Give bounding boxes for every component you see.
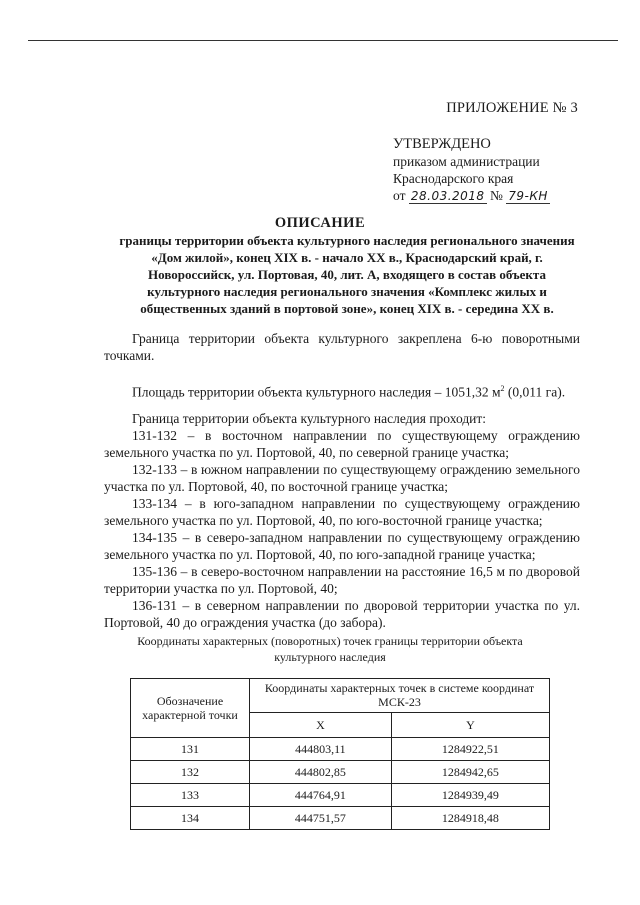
header-point-name: Обозначение характерной точки [131,679,250,738]
segment-item: 136-131 – в северном направлении по дворовой территории участка по ул. Портовой, 40 до ограждения участка (до забора). [104,598,580,630]
point-cell: 134 [131,807,250,830]
paragraph-boundary-intro: Граница территории объекта культурного наследия проходит: [132,411,487,426]
y-cell: 1284922,51 [391,738,549,761]
x-cell: 444751,57 [250,807,392,830]
scan-top-border [28,40,618,41]
approved-from-label: от [393,188,406,203]
table-row [131,761,550,784]
segment-item: 133-134 – в юго-западном направлении по существующему ограждению земельного участка по ул. Портовой, 40, по юго-восточной границе участка; [104,496,580,528]
header-x: X [250,712,392,737]
approved-number-label: № [489,188,503,203]
point-cell: 131 [131,738,250,761]
y-cell: 1284918,48 [391,807,549,830]
table-row [131,784,550,807]
header-coordinate-system: Координаты характерных точек в системе координат МСК-23 [250,679,550,713]
approved-line-date [393,187,593,205]
y-cell: 1284939,49 [391,784,549,807]
x-cell: 444764,91 [250,784,392,807]
paragraph-points [104,330,580,364]
header-y: Y [391,712,549,737]
approved-title: УТВЕРЖДЕНО [393,136,491,152]
point-cell: 133 [131,784,250,807]
table-caption: Координаты характерных (поворотных) точек границы территории объекта культурного наследия [137,634,523,664]
paragraph-boundary [104,410,580,631]
y-cell: 1284942,65 [391,761,549,784]
approved-line-order: приказом администрации [393,154,540,169]
paragraph-area [104,380,580,401]
handwritten-number: 79-КН [508,189,548,203]
document-title: ОПИСАНИЕ [274,215,366,231]
area-unit-superscript: 2 [500,384,505,393]
table-row [131,738,550,761]
document-subtitle: границы территории объекта культурного наследия регионального значения «Дом жилой», конец XIX в. - начало XX в., Краснодарский край, г. Новороссийск, ул. Портовая, 40, лит. А, входящего в состав объекта культурного наследия регионального значения «Комплекс жилых и общественных зданий в портовой зоне», конец XIX в. - середина XX в. [119,233,575,316]
paragraph-area-text: Площадь территории объекта культурного наследия – 1051,32 м [132,384,501,400]
x-cell: 444803,11 [250,738,392,761]
paragraph-area-tail: (0,011 га). [504,384,566,400]
approved-line-region: Краснодарского края [393,171,514,186]
approval-block [393,136,593,205]
appendix-label: ПРИЛОЖЕНИЕ № 3 [446,100,578,116]
segment-item: 131-132 – в восточном направлении по существующему ограждению земельного участка по ул. Портовой, 40, по северной границе участка; [104,428,580,460]
paragraph-points-text: Граница территории объекта культурного закреплена 6-ю поворотными точками. [104,331,580,363]
segment-item: 132-133 – в южном направлении по существующему ограждению земельного участка по ул. Портовой, 40, по восточной границе участка; [104,462,580,494]
coordinates-table [130,678,550,830]
handwritten-date: 28.03.2018 [410,189,485,203]
segment-item: 135-136 – в северо-восточном направлении на расстояние 16,5 м по дворовой территории участка по ул. Портовой, 40; [104,564,580,596]
point-cell: 132 [131,761,250,784]
table-row [131,807,550,830]
segment-item: 134-135 – в северо-западном направлении по существующему ограждению земельного участка по ул. Портовой, 40, по юго-западной границе участка; [104,530,580,562]
x-cell: 444802,85 [250,761,392,784]
